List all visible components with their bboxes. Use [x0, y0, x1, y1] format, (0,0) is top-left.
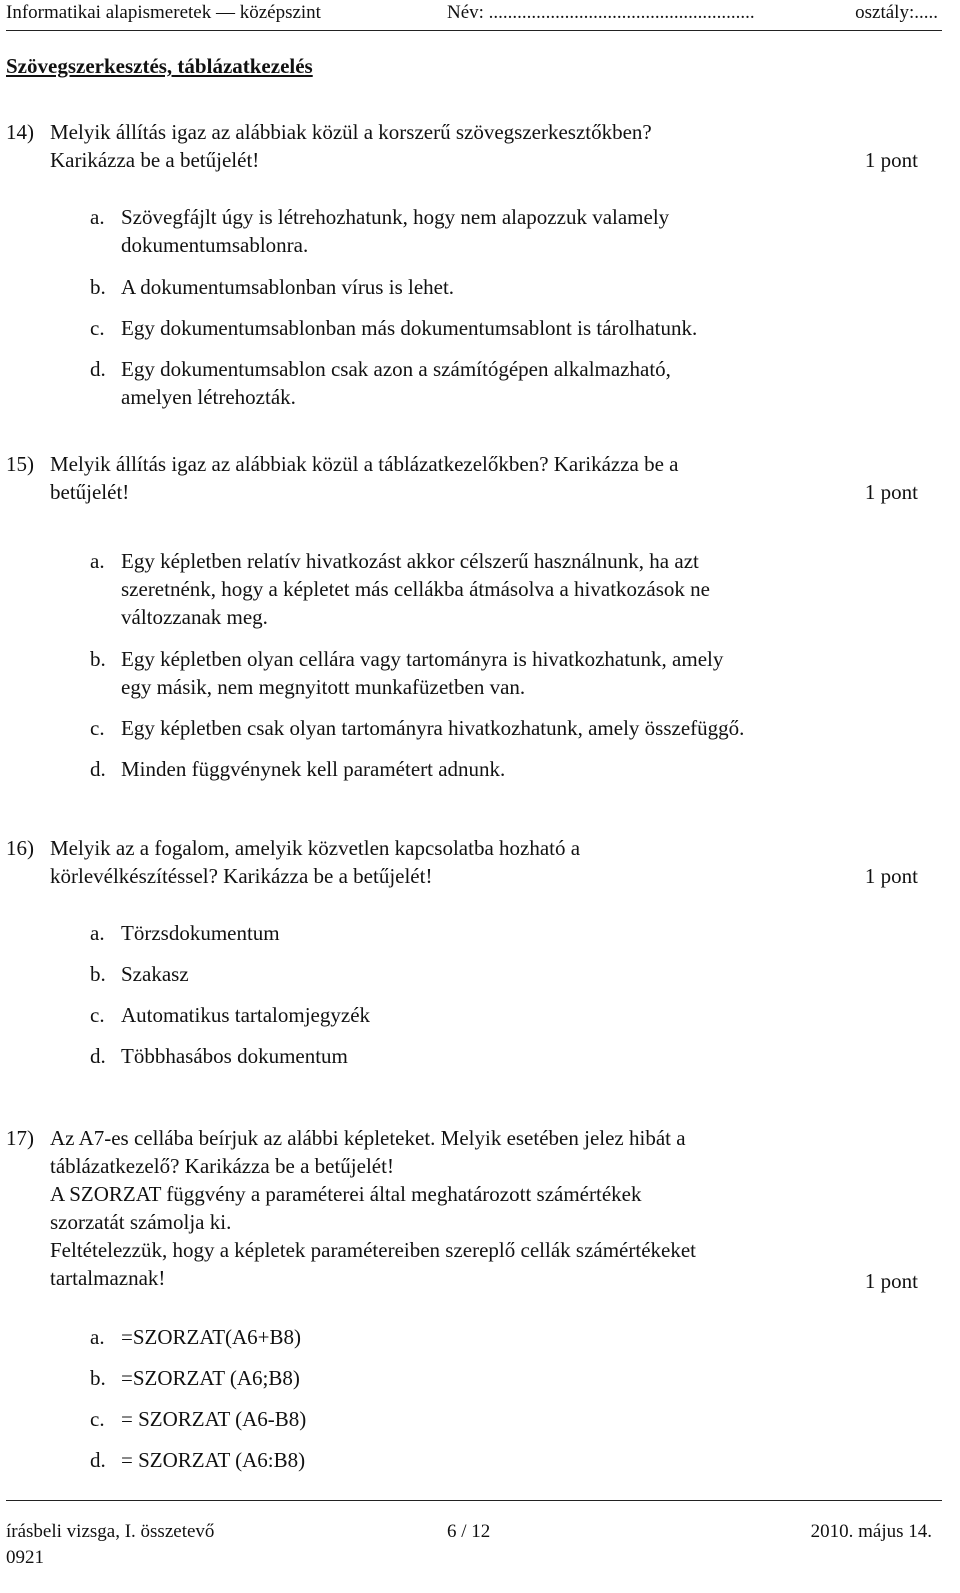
option-text: Egy képletben relatív hivatkozást akkor célszerű használnunk, ha azt — [121, 549, 699, 573]
option-letter: d. — [90, 757, 106, 781]
question-points: 1 pont — [864, 480, 918, 504]
option-text: Egy képletben csak olyan tartományra hivatkozhatunk, amely összefüggő. — [121, 716, 745, 740]
option-letter: b. — [90, 275, 106, 299]
question-14 — [6, 118, 918, 178]
option-text: Minden függvénynek kell paramétert adnunk. — [121, 757, 506, 781]
header-class-field: osztály:..... — [855, 2, 938, 23]
footer-date: 2010. május 14. — [810, 1521, 932, 1542]
option-letter: b. — [90, 962, 106, 986]
header-name-field: Név: ........................................................ — [447, 2, 755, 23]
option-text: =SZORZAT(A6+B8) — [121, 1325, 302, 1349]
question-line: körlevélkészítéssel? Karikázza be a betűjelét! — [50, 864, 433, 888]
option-text: Egy dokumentumsablonban más dokumentumsablont is tárolhatunk. — [121, 316, 698, 340]
header-divider — [6, 30, 942, 31]
option-letter: c. — [90, 1003, 105, 1027]
question-line: Melyik állítás igaz az alábbiak közül a korszerű szövegszerkesztőkben? — [50, 120, 652, 144]
question-points: 1 pont — [864, 864, 918, 888]
option-text: =SZORZAT (A6;B8) — [121, 1366, 300, 1390]
question-line: betűjelét! — [50, 480, 130, 504]
option-letter: c. — [90, 1407, 105, 1431]
option-text: dokumentumsablonra. — [121, 233, 309, 257]
option-letter: d. — [90, 1044, 106, 1068]
question-points: 1 pont — [864, 148, 918, 172]
option-letter: c. — [90, 716, 105, 740]
question-text — [50, 1124, 820, 1292]
question-line: Karikázza be a betűjelét! — [50, 148, 260, 172]
section-title: Szövegszerkesztés, táblázatkezelés — [6, 54, 313, 78]
option-letter: c. — [90, 316, 105, 340]
question-number: 17) — [6, 1126, 34, 1150]
option-text: amelyen létrehozták. — [121, 385, 296, 409]
option-text: Egy képletben olyan cellára vagy tartományra is hivatkozhatunk, amely — [121, 647, 724, 671]
question-line: A SZORZAT függvény a paraméterei által meghatározott számértékek — [50, 1182, 642, 1206]
question-number: 14) — [6, 120, 34, 144]
question-text — [50, 450, 820, 506]
question-line: Melyik állítás igaz az alábbiak közül a táblázatkezelőkben? Karikázza be a — [50, 452, 679, 476]
option-letter: a. — [90, 921, 105, 945]
option-letter: b. — [90, 1366, 106, 1390]
question-line: Melyik az a fogalom, amelyik közvetlen kapcsolatba hozható a — [50, 836, 581, 860]
question-number: 15) — [6, 452, 34, 476]
footer-divider — [6, 1500, 942, 1501]
question-line: tartalmaznak! — [50, 1266, 166, 1290]
option-text: Szövegfájlt úgy is létrehozhatunk, hogy nem alapozzuk valamely — [121, 205, 670, 229]
page-header — [6, 0, 946, 30]
question-line: Az A7-es cellába beírjuk az alábbi képleteket. Melyik esetében jelez hibát a — [50, 1126, 686, 1150]
header-subject: Informatikai alapismeretek — középszint — [6, 2, 321, 23]
question-line: szorzatát számolja ki. — [50, 1210, 232, 1234]
option-text: Törzsdokumentum — [121, 921, 280, 945]
option-text: = SZORZAT (A6-B8) — [121, 1407, 307, 1431]
question-text — [50, 118, 820, 174]
option-text: szeretnénk, hogy a képletet más cellákba átmásolva a hivatkozások ne — [121, 577, 710, 601]
option-letter: b. — [90, 647, 106, 671]
question-points: 1 pont — [864, 1269, 918, 1293]
option-text: Egy dokumentumsablon csak azon a számítógépen alkalmazható, — [121, 357, 671, 381]
option-letter: d. — [90, 1448, 106, 1472]
option-letter: a. — [90, 205, 105, 229]
footer-code: 0921 — [6, 1547, 44, 1568]
option-text: A dokumentumsablonban vírus is lehet. — [121, 275, 455, 299]
option-letter: a. — [90, 1325, 105, 1349]
question-17 — [6, 1124, 918, 1294]
option-letter: d. — [90, 357, 106, 381]
question-15 — [6, 450, 918, 510]
question-16 — [6, 834, 918, 894]
question-line: Feltételezzük, hogy a képletek paramétereiben szereplő cellák számértékeket — [50, 1238, 696, 1262]
question-number: 16) — [6, 836, 34, 860]
page-number: 6 / 12 — [447, 1521, 491, 1542]
option-text: Automatikus tartalomjegyzék — [121, 1003, 371, 1027]
option-text: Többhasábos dokumentum — [121, 1044, 348, 1068]
question-line: táblázatkezelő? Karikázza be a betűjelét! — [50, 1154, 394, 1178]
question-text — [50, 834, 820, 890]
option-text: változzanak meg. — [121, 605, 268, 629]
option-text: Szakasz — [121, 962, 189, 986]
option-text: egy másik, nem megnyitott munkafüzetben van. — [121, 675, 526, 699]
option-letter: a. — [90, 549, 105, 573]
option-text: = SZORZAT (A6:B8) — [121, 1448, 306, 1472]
footer-exam-label: írásbeli vizsga, I. összetevő — [6, 1521, 215, 1542]
